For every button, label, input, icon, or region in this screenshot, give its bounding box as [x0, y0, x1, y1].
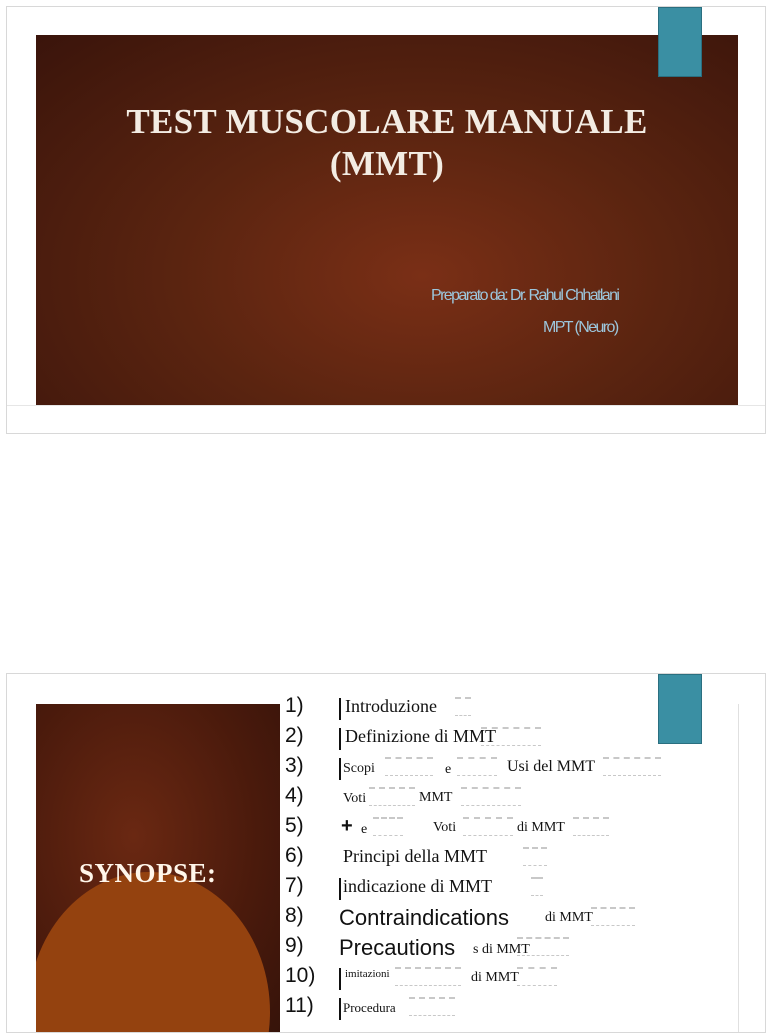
redaction-mark	[463, 817, 513, 836]
item-number: 1)	[285, 694, 304, 717]
item-number: 4)	[285, 784, 304, 807]
item-number: 8)	[285, 904, 304, 927]
item-text-extra: MMT	[419, 790, 453, 805]
item-number: 2)	[285, 724, 304, 747]
synopsis-heading: SYNOPSE:	[79, 858, 217, 888]
item-text: Voti	[343, 791, 367, 806]
text-cursor-mark	[339, 878, 341, 900]
redaction-mark	[369, 787, 415, 806]
text-cursor-mark	[339, 998, 341, 1020]
item-text: Introduzione	[345, 696, 437, 716]
item-text: Principi della MMT	[343, 846, 487, 866]
item-text-extra: di MMT	[471, 970, 519, 985]
item-text: Scopi	[343, 761, 375, 776]
item-text: +	[341, 815, 353, 837]
item-number: 11)	[285, 994, 314, 1017]
title-slide	[6, 6, 766, 434]
item-text: indicazione di MMT	[343, 876, 492, 896]
slide-divider	[7, 405, 766, 406]
redaction-mark	[517, 967, 557, 986]
redaction-mark	[409, 997, 455, 1016]
title-background	[36, 35, 738, 405]
text-cursor-mark	[339, 968, 341, 990]
redaction-mark	[457, 757, 497, 776]
text-cursor-mark	[339, 728, 341, 750]
redaction-mark	[573, 817, 609, 836]
prepared-by: Preparato da: Dr. Rahul Chhatlani	[431, 287, 619, 304]
title-line-2: (MMT)	[329, 144, 445, 183]
item-number: 5)	[285, 814, 304, 837]
item-text-extra: di MMT	[517, 820, 565, 835]
item-number: 3)	[285, 754, 304, 777]
item-text: Procedura	[343, 1000, 396, 1015]
item-number: 10)	[285, 964, 316, 987]
item-text-extra: Usi del MMT	[507, 758, 595, 775]
accent-tab	[658, 674, 702, 744]
item-text-extra: di MMT	[545, 910, 593, 925]
credential: MPT (Neuro)	[543, 319, 618, 336]
accent-tab	[658, 7, 702, 77]
redaction-mark	[461, 787, 521, 806]
item-text: imitazioni	[345, 968, 390, 980]
item-text-extra: s di MMT	[473, 942, 530, 957]
item-connector: e	[361, 822, 368, 837]
synopsis-slide	[6, 673, 766, 1033]
redaction-mark	[603, 757, 661, 776]
redaction-mark	[517, 937, 569, 956]
slide-title	[7, 102, 766, 183]
redaction-mark	[523, 847, 547, 866]
item-connector: e	[445, 762, 452, 777]
text-cursor-mark	[339, 698, 341, 720]
item-text: Precautions	[339, 935, 456, 960]
redaction-mark	[481, 727, 541, 746]
item-number: 9)	[285, 934, 304, 957]
item-number: 6)	[285, 844, 304, 867]
redaction-mark	[385, 757, 433, 776]
redaction-mark	[373, 817, 403, 836]
item-text: Definizione di MMT	[345, 726, 496, 746]
redaction-mark	[591, 907, 635, 926]
title-line-1: TEST MUSCOLARE MANUALE	[126, 102, 648, 141]
text-cursor-mark	[339, 758, 341, 780]
item-text: Contraindications	[339, 905, 509, 930]
redaction-mark	[531, 877, 543, 896]
redaction-mark	[395, 967, 461, 986]
item-text-extra: Voti	[433, 820, 457, 835]
slide-edge	[738, 704, 739, 1033]
item-number: 7)	[285, 874, 304, 897]
decorative-circle	[36, 872, 270, 1033]
redaction-mark	[455, 697, 471, 716]
